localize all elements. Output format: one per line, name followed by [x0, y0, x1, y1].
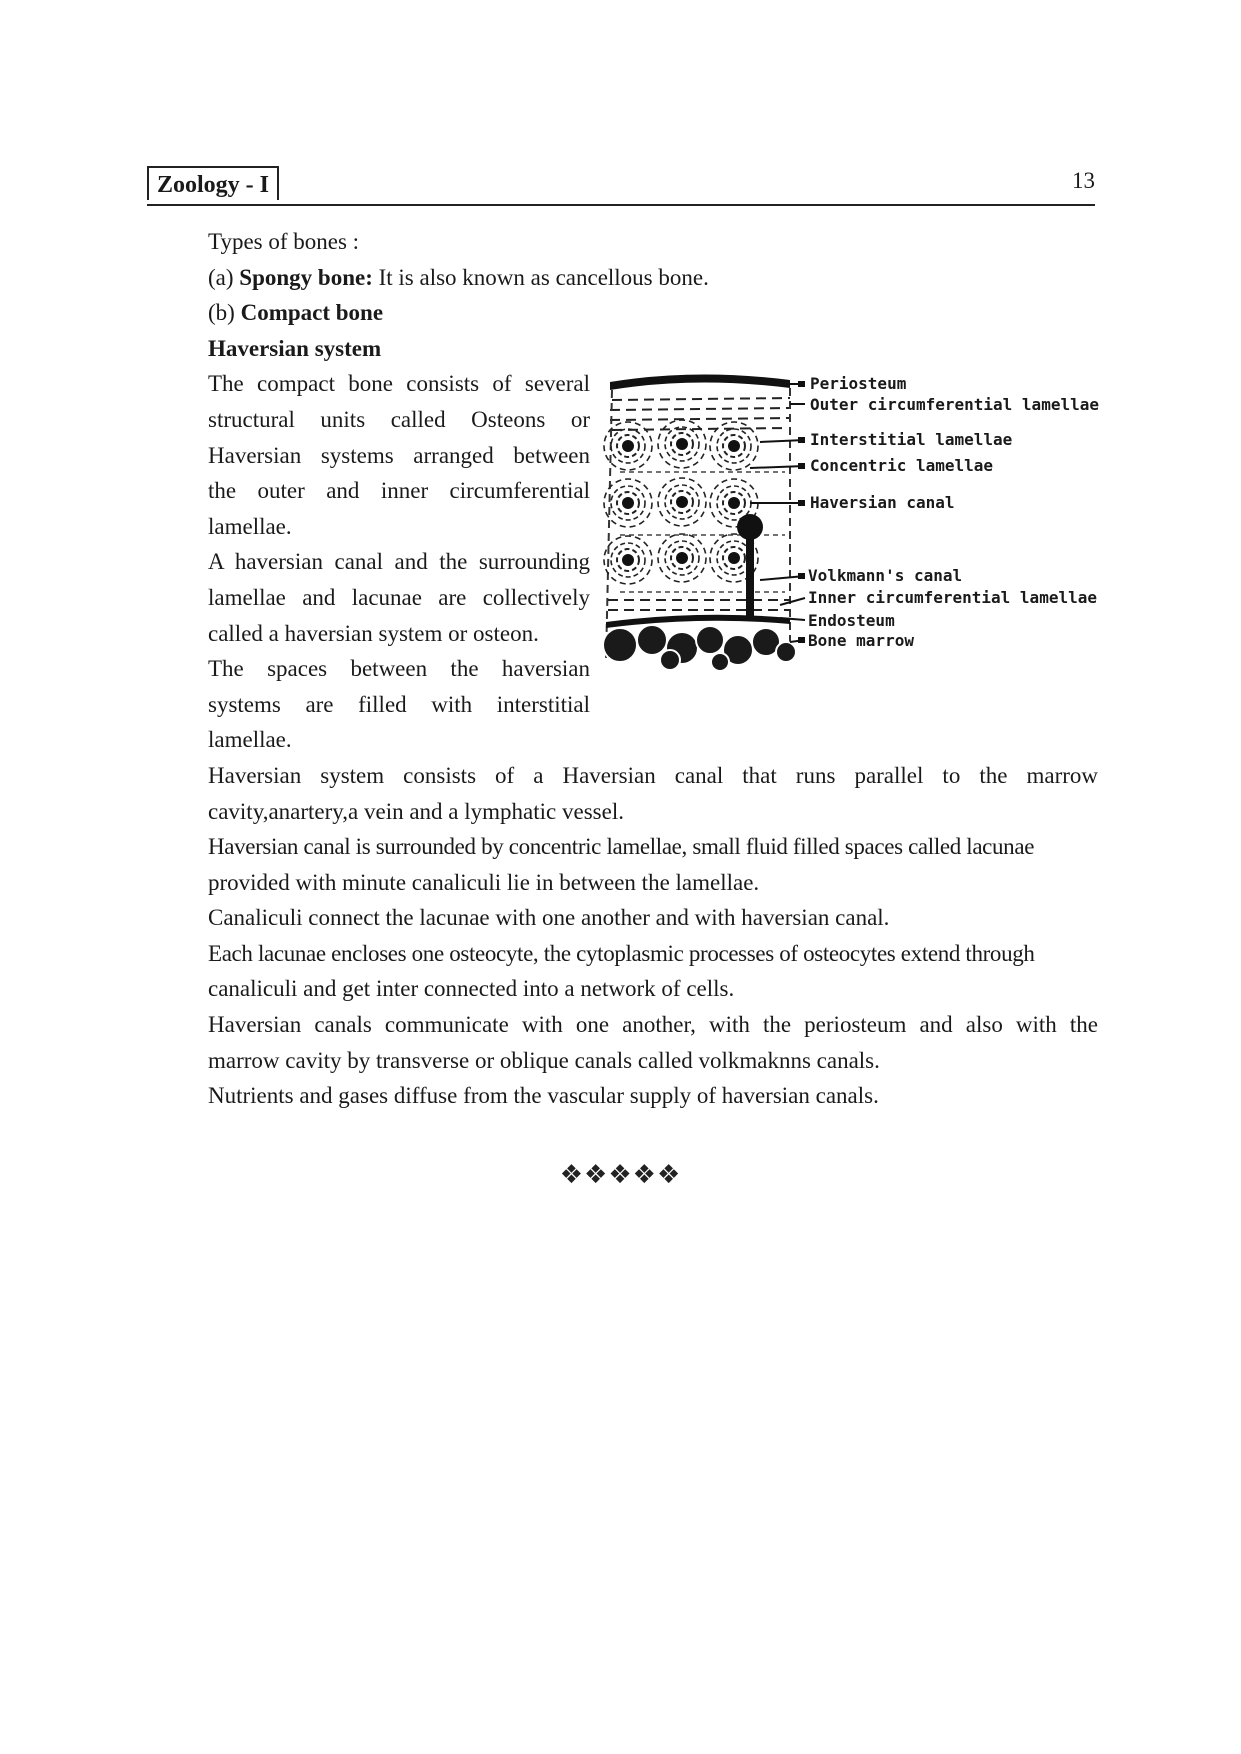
paragraph-line: Each lacunae encloses one osteocyte, the cytoplasmic processes of osteocytes extend through — [208, 940, 1035, 966]
label-interstitial-lamellae: Interstitial lamellae — [810, 430, 1013, 449]
types-heading: Types of bones : — [208, 229, 360, 254]
paragraph-line: The compact bone consists of several — [208, 371, 590, 397]
inner-lamellae-lines — [608, 600, 790, 610]
paragraph-line: Canaliculi connect the lacunae with one another and with haversian canal. — [208, 905, 890, 931]
page-header — [147, 166, 1095, 206]
haversian-system-diagram — [600, 360, 1100, 700]
bone-marrow-cells — [603, 625, 796, 671]
paragraph-line: Haversian canal is surrounded by concentric lamellae, small fluid filled spaces called lacunae — [208, 834, 1035, 860]
label-inner-circumferential-lamellae: Inner circumferential lamellae — [808, 588, 1097, 607]
spongy-bone-line — [208, 260, 1113, 296]
paragraph-line: Haversian canals communicate with one another, with the periosteum and also with the — [208, 1012, 1098, 1038]
paragraph-line: provided with minute canaliculi lie in between the lamellae. — [208, 869, 760, 895]
haversian-canal-dot — [622, 440, 634, 452]
paragraph-line: The spaces between the haversian — [208, 656, 590, 682]
leader-lines — [750, 381, 805, 643]
term-spongy-bone: Spongy bone: — [239, 264, 373, 290]
compact-bone-line — [208, 295, 1113, 331]
paragraph-line: lamellae. — [208, 727, 292, 753]
haversian-canal-dot — [622, 554, 634, 566]
paragraph-line: the outer and inner circumferential — [208, 478, 590, 504]
label-outer-circumferential-lamellae: Outer circumferential lamellae — [810, 395, 1099, 414]
paragraph-line: Haversian systems arranged between — [208, 442, 590, 468]
paragraph-line: lamellae and lacunae are collectively — [208, 584, 590, 610]
paragraph-line: canaliculi and get inter connected into a network of cells. — [208, 976, 735, 1002]
label-bone-marrow: Bone marrow — [808, 631, 914, 650]
paragraph-line: A haversian canal and the surrounding — [208, 549, 590, 575]
list-marker: (a) — [208, 264, 240, 290]
endosteum-band — [606, 615, 790, 628]
paragraph-line: lamellae. — [208, 513, 292, 539]
section-end-ornament: ❖❖❖❖❖ — [559, 1160, 682, 1190]
osteons — [604, 420, 758, 584]
label-concentric-lamellae: Concentric lamellae — [810, 456, 994, 475]
haversian-canal-dot — [676, 438, 688, 450]
periosteum-band — [610, 374, 790, 390]
paragraph-line: Nutrients and gases diffuse from the vascular supply of haversian canals. — [208, 1083, 879, 1109]
page-number: 13 — [1072, 168, 1095, 193]
paragraph-line: structural units called Osteons or — [208, 406, 590, 432]
list-marker: (b) — [208, 300, 241, 326]
paragraph-line: cavity,anartery,a vein and a lymphatic vessel. — [208, 798, 624, 824]
outer-lamellae-lines — [610, 398, 790, 430]
diagram-svg — [600, 360, 1100, 700]
haversian-canal-dot — [622, 497, 634, 509]
paragraph-line: marrow cavity by transverse or oblique canals called volkmaknns canals. — [208, 1047, 880, 1073]
label-volkmanns-canal: Volkmann's canal — [808, 566, 963, 585]
label-haversian-canal: Haversian canal — [810, 493, 955, 512]
haversian-canal-dot — [728, 552, 740, 564]
paragraph-line: systems are filled with interstitial — [208, 691, 590, 717]
term-compact-bone: Compact bone — [240, 300, 384, 326]
label-endosteum: Endosteum — [808, 611, 895, 630]
paragraph-line: called a haversian system or osteon. — [208, 620, 539, 646]
spongy-bone-text: It is also known as cancellous bone. — [372, 264, 709, 290]
haversian-canal-dot — [728, 440, 740, 452]
label-periosteum: Periosteum — [810, 374, 907, 393]
chapter-title: Zoology - I — [147, 166, 279, 200]
haversian-canal-dot — [728, 497, 740, 509]
volkmann-canal — [746, 530, 754, 620]
haversian-heading-text: Haversian system — [208, 335, 382, 361]
haversian-canal-dot — [676, 552, 688, 564]
paragraph-line: Haversian system consists of a Haversian canal that runs parallel to the marrow — [208, 762, 1098, 788]
bone-section-illustration — [603, 374, 796, 671]
haversian-canal-dot — [676, 496, 688, 508]
